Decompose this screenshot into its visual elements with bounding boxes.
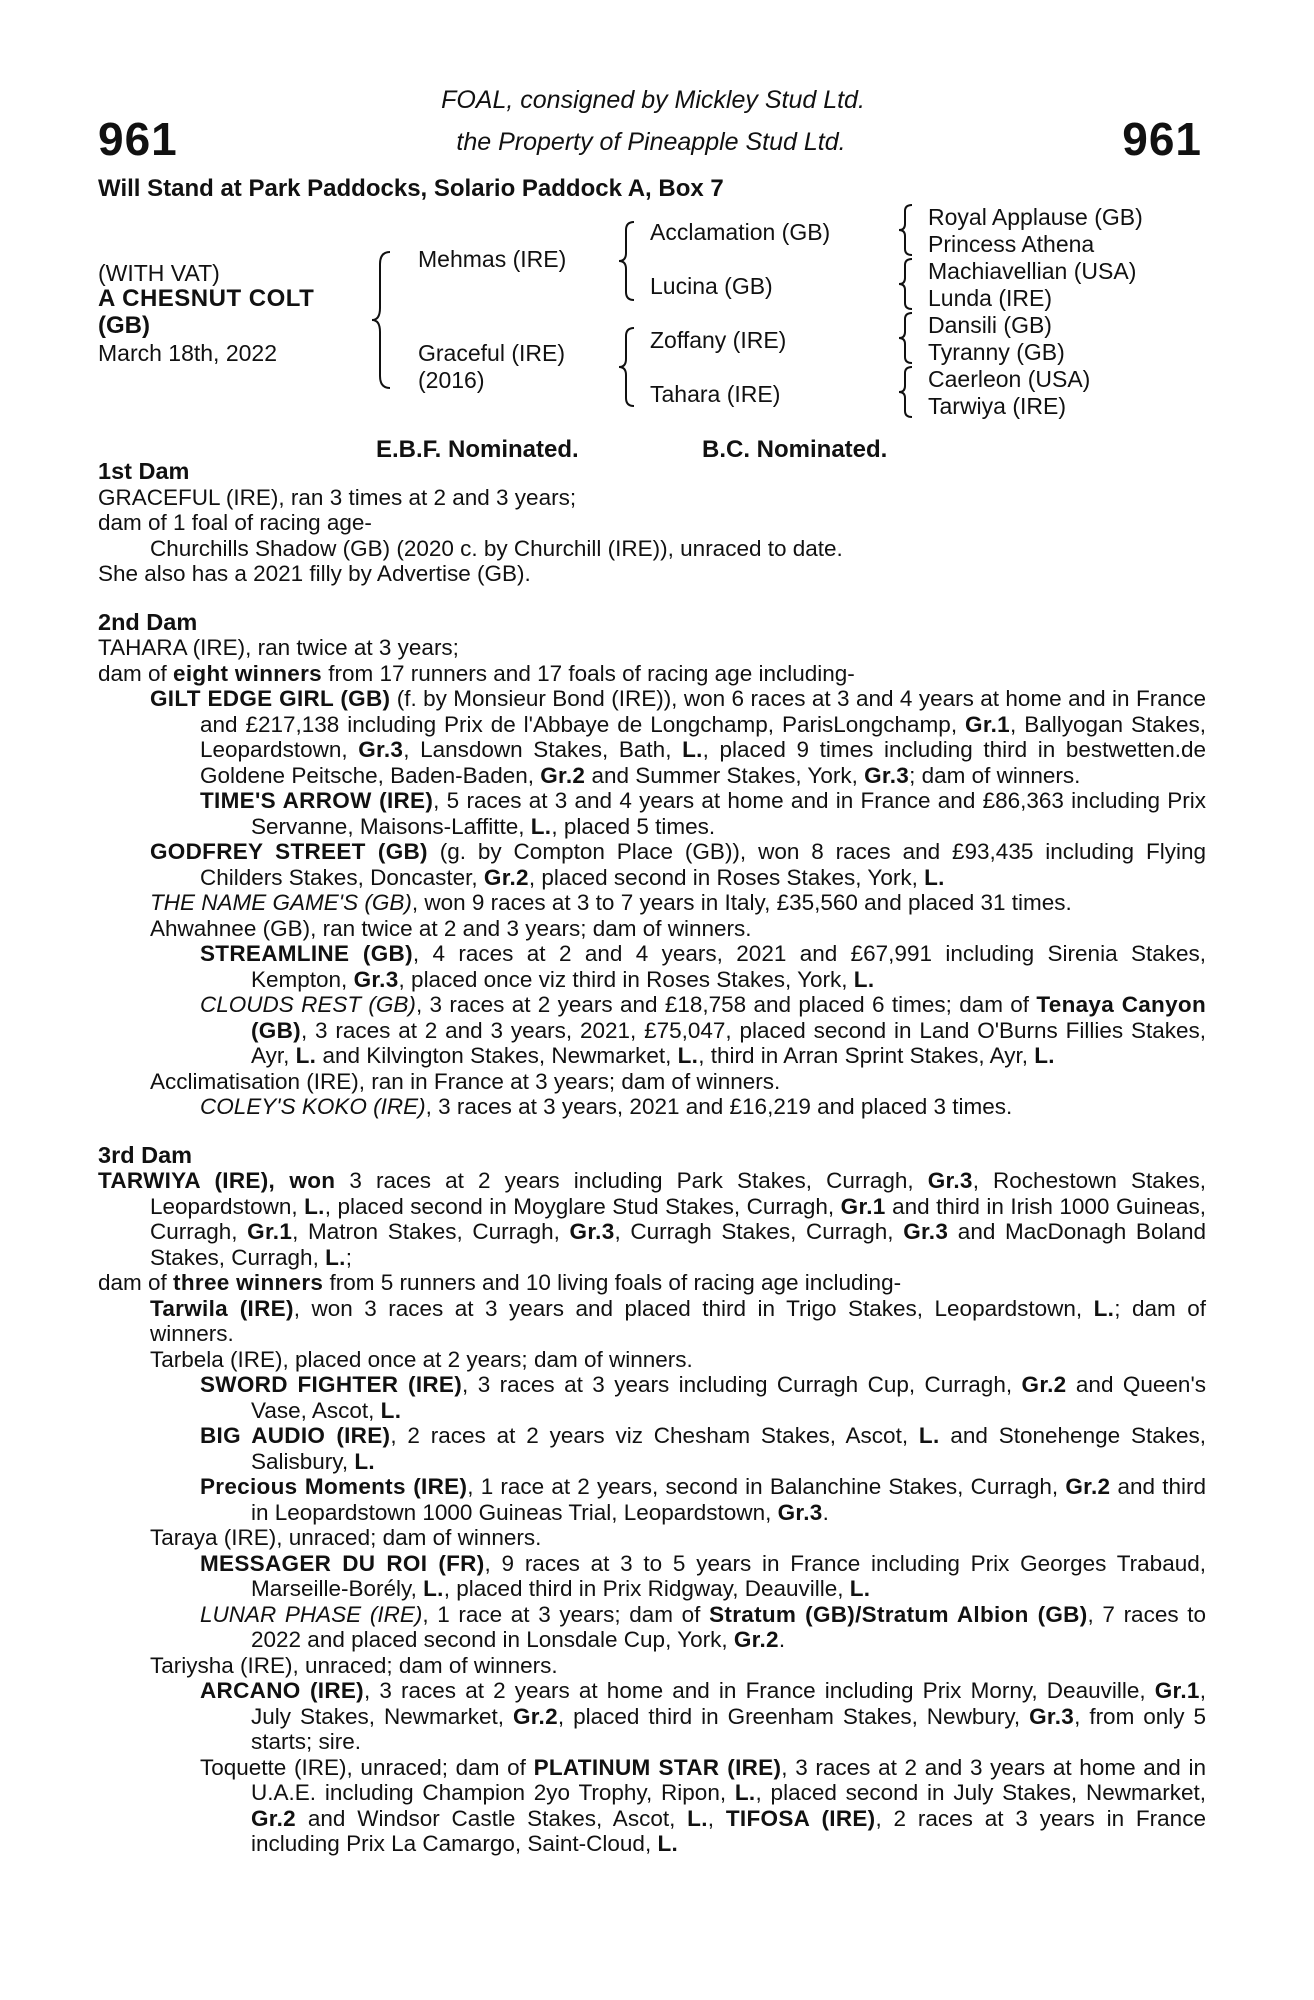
arcano-entry: ARCANO (IRE), 3 races at 2 years at home and in France including Prix Morny, Deauville, Gr.1, July Stakes, Newmarket, Gr.2, placed third in Greenham Stakes, Newbury, Gr.3, from only 5 starts; sire. bbox=[200, 1678, 1207, 1754]
dam-sire: Zoffany (IRE) bbox=[650, 327, 787, 353]
third-dam-produce: dam of three winners from 5 runners and 10 living foals of racing age including- bbox=[98, 1270, 902, 1295]
toquette-entry: Toquette (IRE), unraced; dam of PLATINUM STAR (IRE), 3 races at 2 and 3 years at home and in U.A.E. including Champion 2yo Trophy, Ripon, L., placed second in July Stakes, Newmarket, Gr.2 and Windsor Castle Stakes, Ascot, L., TIFOSA (IRE), 2 races at 3 years in France including Prix La Camargo, Saint-Cloud, L. bbox=[200, 1754, 1207, 1856]
clouds-rest-entry: CLOUDS REST (GB), 3 races at 2 years and £18,758 and placed 6 times; dam of Tenaya Canyon (GB), 3 races at 2 and 3 years, 2021, £75,047, placed second in Land O'Burns Fillies Stakes, Ayr, L. and Kilvington Stakes, Newmarket, L., third in Arran Sprint Stakes, Ayr, L. bbox=[200, 992, 1206, 1068]
tariysha-entry: Tariysha (IRE), unraced; dam of winners. bbox=[150, 1652, 558, 1678]
second-dam-produce: dam of eight winners from 17 runners and 17 foals of racing age including- bbox=[98, 660, 855, 686]
tarbela-entry: Tarbela (IRE), placed once at 2 years; dam of winners. bbox=[150, 1346, 693, 1372]
lot-number-left: 961 bbox=[98, 113, 178, 165]
gen3-6: Tyranny (GB) bbox=[928, 339, 1065, 365]
second-dam-line-1: TAHARA (IRE), ran twice at 3 years; bbox=[98, 635, 459, 660]
big-audio-entry: BIG AUDIO (IRE), 2 races at 2 years viz Chesham Stakes, Ascot, L. and Stonehenge Stakes, Salisbury, L. bbox=[200, 1423, 1206, 1474]
gen3-5: Dansili (GB) bbox=[928, 312, 1052, 338]
tarwila-entry: Tarwila (IRE), won 3 races at 3 years and placed third in Trigo Stakes, Leopardstown, L.; dam of winners. bbox=[150, 1295, 1206, 1346]
consignor-line-2: the Property of Pineapple Stud Ltd. bbox=[456, 128, 846, 156]
sire-dam: Lucina (GB) bbox=[650, 273, 773, 299]
sword-fighter-entry: SWORD FIGHTER (IRE), 3 races at 3 years including Curragh Cup, Curragh, Gr.2 and Queen's Vase, Ascot, L. bbox=[200, 1372, 1206, 1423]
first-dam-line-2: dam of 1 foal of racing age- bbox=[98, 510, 372, 535]
dam: Graceful (IRE) bbox=[418, 340, 565, 366]
gen3-2: Princess Athena bbox=[928, 231, 1095, 257]
gen3-1: Royal Applause (GB) bbox=[928, 204, 1143, 230]
gen3-3: Machiavellian (USA) bbox=[928, 258, 1137, 284]
dam-dam: Tahara (IRE) bbox=[650, 381, 781, 407]
pedigree-brace-sire bbox=[614, 220, 640, 302]
foaling-date: March 18th, 2022 bbox=[98, 340, 278, 366]
precious-moments-entry: Precious Moments (IRE), 1 race at 2 years, second in Balanchine Stakes, Curragh, Gr.2 and third in Leopardstown 1000 Guineas Trial, Leopardstown, Gr.3. bbox=[200, 1474, 1207, 1525]
tarwiya-entry: TARWIYA (IRE), won 3 races at 2 years including Park Stakes, Curragh, Gr.3, Rochestown Stakes, Leopardstown, L., placed second in Moyglare Stud Stakes, Curragh, Gr.1 and third in Irish 1000 Guineas, Curragh, Gr.1, Matron Stakes, Curragh, Gr.3, Curragh Stakes, Curragh, Gr.3 and MacDonagh Boland Stakes, Curragh, L.; bbox=[98, 1168, 1206, 1270]
pedigree-brace-dam bbox=[614, 326, 640, 408]
first-dam-line-4: She also has a 2021 filly by Advertise (GB). bbox=[98, 561, 531, 586]
stand-location: Will Stand at Park Paddocks, Solario Paddock A, Box 7 bbox=[98, 175, 724, 202]
sire-sire: Acclamation (GB) bbox=[650, 219, 831, 245]
gen3-8: Tarwiya (IRE) bbox=[928, 393, 1067, 419]
lunar-phase-entry: LUNAR PHASE (IRE), 1 race at 3 years; dam of Stratum (GB)/Stratum Albion (GB), 7 races to 2022 and placed second in Lonsdale Cup, York, Gr.2. bbox=[200, 1601, 1206, 1652]
vat-note: (WITH VAT) bbox=[98, 260, 220, 286]
first-dam-line-1: GRACEFUL (IRE), ran 3 times at 2 and 3 years; bbox=[98, 484, 577, 510]
godfrey-street-entry: GODFREY STREET (GB) (g. by Compton Place (GB)), won 8 races and £93,435 including Flying Childers Stakes, Doncaster, Gr.2, placed second in Roses Stakes, York, L. bbox=[150, 839, 1206, 890]
pedigree-brace-g3-1 bbox=[894, 203, 918, 257]
first-dam-line-3: Churchills Shadow (GB) (2020 c. by Churchill (IRE)), unraced to date. bbox=[150, 535, 843, 561]
pedigree-brace-main bbox=[368, 250, 398, 390]
third-dam-heading: 3rd Dam bbox=[98, 1141, 193, 1168]
taraya-entry: Taraya (IRE), unraced; dam of winners. bbox=[150, 1525, 542, 1550]
ebf-nominated: E.B.F. Nominated. bbox=[376, 436, 579, 463]
gilt-edge-girl-entry: GILT EDGE GIRL (GB) (f. by Monsieur Bond (IRE)), won 6 races at 3 and 4 years at home and in France and £217,138 including Prix de l'Abbaye de Longchamp, ParisLongchamp, Gr.1, Ballyogan Stakes, Leopardstown, Gr.3, Lansdown Stakes, Bath, L., placed 9 times including third in bestwetten.de Goldene Peitsche, Baden-Baden, Gr.2 and Summer Stakes, York, Gr.3; dam of winners. bbox=[150, 686, 1206, 788]
bc-nominated: B.C. Nominated. bbox=[702, 436, 888, 463]
produce-record bbox=[98, 459, 1206, 1857]
first-dam-heading: 1st Dam bbox=[98, 458, 190, 484]
second-dam-heading: 2nd Dam bbox=[98, 608, 198, 635]
pedigree-brace-g3-4 bbox=[894, 365, 918, 419]
times-arrow-entry: TIME'S ARROW (IRE), 5 races at 3 and 4 years at home and in France and £86,363 including Prix Servanne, Maisons-Laffitte, L., placed 5 times. bbox=[200, 788, 1206, 839]
name-game-entry: THE NAME GAME'S (GB), won 9 races at 3 to 7 years in Italy, £35,560 and placed 31 times. bbox=[150, 890, 1072, 915]
coleys-koko-entry: COLEY'S KOKO (IRE), 3 races at 3 years, 2021 and £16,219 and placed 3 times. bbox=[200, 1094, 1013, 1119]
ahwahnee-entry: Ahwahnee (GB), ran twice at 2 and 3 years; dam of winners. bbox=[150, 915, 752, 941]
acclimatisation-entry: Acclimatisation (IRE), ran in France at 3 years; dam of winners. bbox=[150, 1068, 781, 1094]
horse-description-line-1: A CHESNUT COLT bbox=[98, 285, 315, 312]
streamline-entry: STREAMLINE (GB), 4 races at 2 and 4 years, 2021 and £67,991 including Sirenia Stakes, Kempton, Gr.3, placed once viz third in Roses Stakes, York, L. bbox=[200, 941, 1206, 992]
gen3-4: Lunda (IRE) bbox=[928, 285, 1053, 311]
dam-year: (2016) bbox=[418, 367, 485, 393]
sire: Mehmas (IRE) bbox=[418, 246, 567, 272]
pedigree-brace-g3-3 bbox=[894, 311, 918, 365]
lot-number-right: 961 bbox=[1122, 113, 1202, 165]
consignor-line-1: FOAL, consigned by Mickley Stud Ltd. bbox=[441, 86, 865, 114]
gen3-7: Caerleon (USA) bbox=[928, 366, 1091, 392]
horse-description-line-2: (GB) bbox=[98, 312, 150, 339]
pedigree-brace-g3-2 bbox=[894, 257, 918, 311]
messager-du-roi-entry: MESSAGER DU ROI (FR), 9 races at 3 to 5 years in France including Prix Georges Trabaud, Marseille-Borély, L., placed third in Prix Ridgway, Deauville, L. bbox=[200, 1550, 1206, 1601]
